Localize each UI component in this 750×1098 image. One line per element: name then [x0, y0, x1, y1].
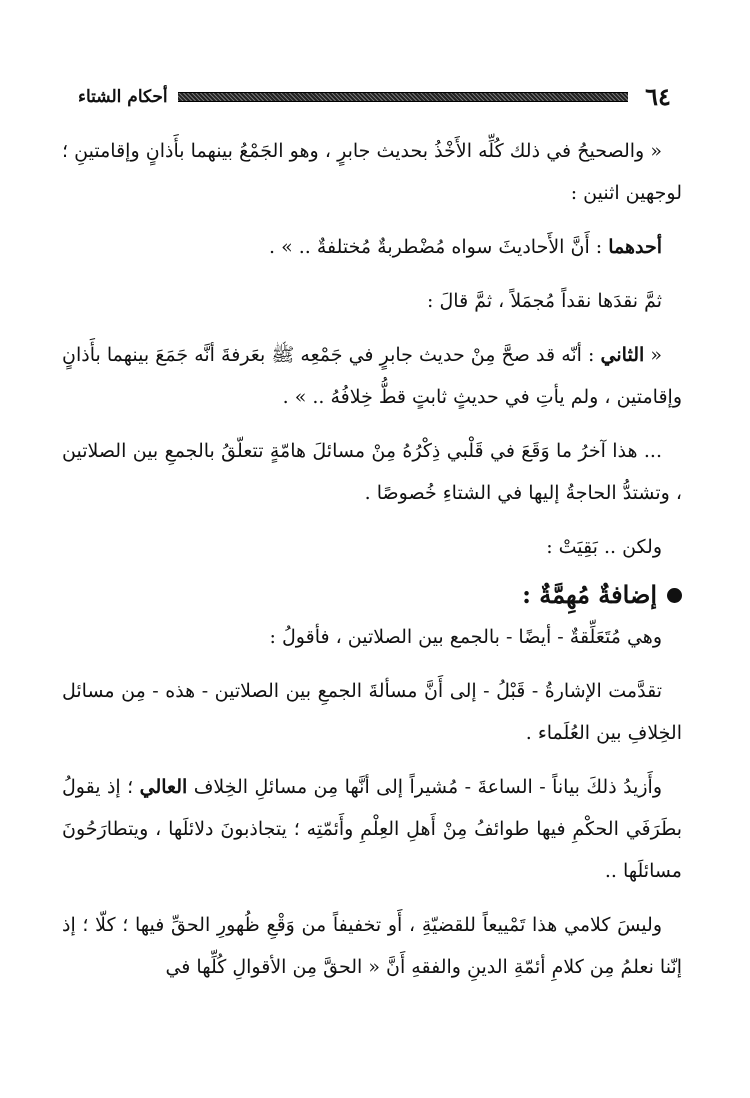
paragraph-text: ثمَّ نقدَها نقداً مُجمَلاً ، ثمَّ قالَ : — [427, 290, 662, 312]
keyword-first: أحدهما — [608, 236, 662, 258]
paragraph-intro — [62, 616, 682, 658]
paragraph-second-reason — [62, 334, 682, 418]
paragraph-text: ... هذا آخرُ ما وَقَعَ في قَلْبي ذِكْرُهُ مِنْ مسائلَ هامّةٍ تتعلّقُ بالجمعِ بين الصلاتين ، وتشتدُّ الحاجةُ إليها في الشتاءِ خُصوصًا . — [62, 440, 682, 504]
bullet-icon — [667, 588, 682, 603]
page-body — [62, 130, 682, 988]
paragraph-explanation — [62, 766, 682, 892]
paragraph-first-reason — [62, 226, 682, 268]
paragraph-remaining — [62, 526, 682, 568]
keyword-high: العالي — [139, 776, 188, 798]
paragraph-text: ولكن .. بَقِيَتْ : — [546, 536, 662, 558]
paragraph-text: « والصحيحُ في ذلك كُلِّه الأَخْذُ بحديث جابرٍ ، وهو الجَمْعُ بينهما بأَذانٍ وإقامتينِ ؛ لوجهين اثنين : — [62, 140, 682, 204]
paragraph-text: : أنّه قد صحَّ مِنْ حديث جابرٍ في جَمْعِه ﷺ بعَرفةَ أنَّه جَمَعَ بينهما بأَذانٍ وإقامتين ، ولم يأتِ في حديثٍ ثابتٍ قطُّ خِلافُهُ .. » . — [62, 344, 682, 408]
keyword-second: الثاني — [600, 344, 645, 366]
header-rule — [178, 92, 628, 102]
page-number: ٦٤ — [645, 82, 671, 111]
paragraph-text: وأَزيدُ ذلكَ بياناً - الساعةَ - مُشيراً إلى أنَّها مِن مسائلِ الخِلاف — [187, 776, 662, 798]
paragraph-text: وهي مُتَعَلِّقةٌ - أيضًا - بالجمع بين الصلاتين ، فأقولُ : — [269, 626, 662, 648]
paragraph-reference — [62, 670, 682, 754]
section-heading — [62, 574, 682, 616]
paragraph-conclusion — [62, 430, 682, 514]
page-header — [78, 82, 678, 112]
paragraph-critique — [62, 280, 682, 322]
running-title: أحكام الشتاء — [78, 87, 168, 107]
paragraph-final — [62, 904, 682, 988]
paragraph-quote-1 — [62, 130, 682, 214]
quote-mark: « — [644, 344, 662, 366]
paragraph-text: ؛ إذ يقولُ بطَرَفَي الحكْمِ فيها طوائفُ مِنْ أَهلِ العِلْمِ وأَئمّتِه ؛ يتجاذبونَ دلائلَها ، ويتطارَحُونَ مسائلَها .. — [62, 776, 682, 882]
paragraph-text: : أَنَّ الأَحاديثَ سواه مُضْطربةٌ مُختلفةٌ .. » . — [268, 236, 609, 258]
section-heading-text: إضافةٌ مُهِمَّةٌ : — [522, 580, 657, 609]
paragraph-text: وليسَ كلامي هذا تَمْييعاً للقضيّةِ ، أَو تخفيفاً من وَقْعِ ظُهورِ الحقِّ فيها ؛ كلّا ؛ إذ إنّنا نعلمُ مِن كلامِ أئمّةِ الدينِ والفقهِ أَنَّ « الحقَّ مِن الأقوالِ كُلِّها في — [62, 914, 682, 978]
paragraph-text: تقدَّمت الإشارةُ - قَبْلُ - إلى أَنَّ مسألةَ الجمعِ بين الصلاتين - هذه - مِن مسائل الخِلافِ بين العُلَماء . — [62, 680, 682, 744]
